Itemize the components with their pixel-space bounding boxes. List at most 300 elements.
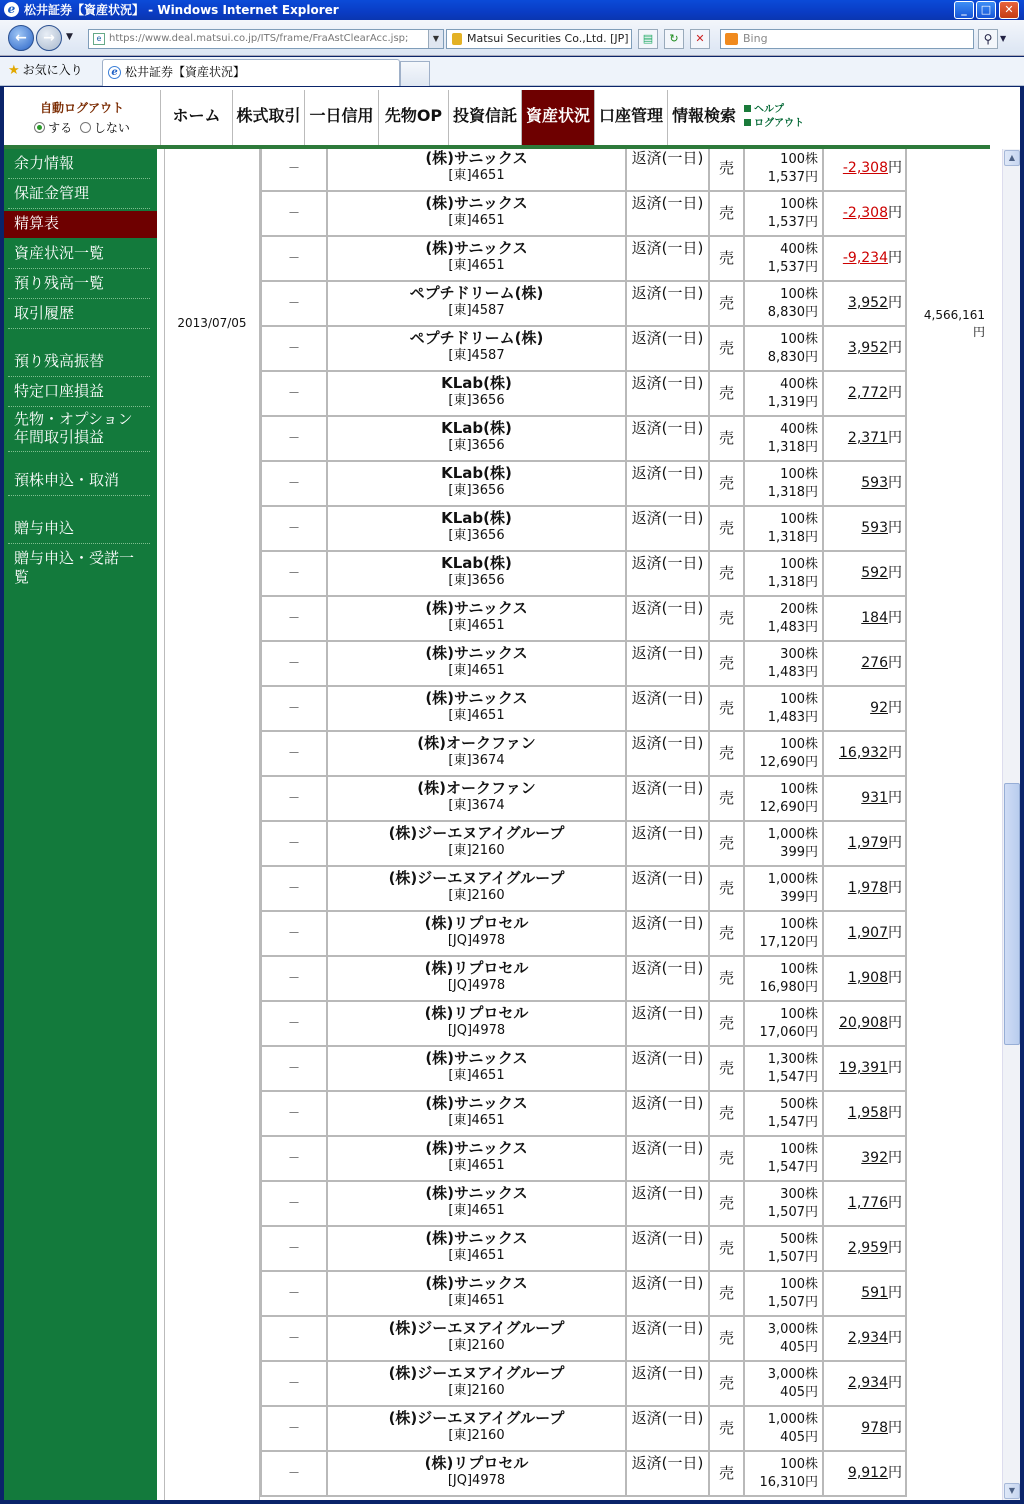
sidebar-item-remaining-power[interactable]: 余力情報 bbox=[8, 151, 150, 179]
yen-unit: 円 bbox=[888, 1105, 902, 1121]
security-code: [東]4651 bbox=[448, 663, 505, 678]
security-name: (株)オークファン bbox=[417, 779, 536, 797]
profit-loss-link[interactable]: 2,772 bbox=[847, 385, 888, 401]
search-dropdown-icon[interactable]: ▼ bbox=[1000, 34, 1007, 43]
table-row bbox=[260, 777, 907, 822]
security-name: KLab(株) bbox=[441, 509, 512, 527]
yen-unit: 円 bbox=[888, 205, 902, 221]
profit-loss-cell bbox=[824, 867, 907, 910]
security-name: (株)サニックス bbox=[425, 1094, 528, 1112]
security-cell bbox=[328, 192, 627, 235]
title-bar bbox=[0, 0, 1024, 20]
page-icon: e bbox=[93, 33, 105, 45]
table-row bbox=[260, 1227, 907, 1272]
security-cell bbox=[328, 372, 627, 415]
trade-side: 売 bbox=[710, 507, 745, 550]
balance-column bbox=[907, 149, 989, 1500]
qty-price-cell bbox=[745, 912, 824, 955]
price: 1,483円 bbox=[767, 710, 818, 725]
sidebar-item-gift-list[interactable]: 贈与申込・受諾一覧 bbox=[14, 549, 135, 586]
quantity: 3,000株 bbox=[767, 1367, 818, 1382]
price: 1,507円 bbox=[767, 1205, 818, 1220]
quantity: 1,000株 bbox=[767, 1412, 818, 1427]
security-name: (株)サニックス bbox=[425, 194, 528, 212]
settle-flag: － bbox=[260, 372, 328, 415]
yen-unit: 円 bbox=[888, 295, 902, 311]
settle-flag: － bbox=[260, 1182, 328, 1225]
yen-unit: 円 bbox=[888, 1060, 902, 1076]
security-cell bbox=[328, 777, 627, 820]
quantity: 400株 bbox=[780, 242, 818, 257]
table-row bbox=[260, 912, 907, 957]
qty-price-cell bbox=[745, 867, 824, 910]
security-cell bbox=[328, 1047, 627, 1090]
quantity: 100株 bbox=[780, 962, 818, 977]
settle-flag: － bbox=[260, 1002, 328, 1045]
quantity: 100株 bbox=[780, 197, 818, 212]
quantity: 100株 bbox=[780, 1007, 818, 1022]
profit-loss-link[interactable]: 1,776 bbox=[847, 1195, 888, 1211]
security-name: (株)ジーエヌアイグループ bbox=[388, 1409, 565, 1427]
yen-unit: 円 bbox=[888, 565, 902, 581]
price: 1,483円 bbox=[767, 665, 818, 680]
trade-side: 売 bbox=[710, 732, 745, 775]
sidebar-item-futures-annual-pl[interactable]: 先物・オプション年間取引損益 bbox=[8, 407, 150, 452]
history-dropdown-icon[interactable]: ▼ bbox=[66, 32, 73, 42]
trade-type: 返済(一日) bbox=[627, 417, 710, 460]
sidebar-item-asset-list[interactable]: 資産状況一覧 bbox=[8, 241, 150, 269]
security-report[interactable] bbox=[446, 29, 632, 49]
sidebar-item-margin-management[interactable]: 保証金管理 bbox=[8, 181, 150, 209]
address-bar[interactable] bbox=[88, 29, 444, 49]
search-icon[interactable]: ⚲ bbox=[978, 29, 998, 49]
security-cell bbox=[328, 1092, 627, 1135]
security-code: [東]2160 bbox=[448, 1383, 505, 1398]
profit-loss-link[interactable]: 9,912 bbox=[847, 1465, 888, 1481]
table-row bbox=[260, 327, 907, 372]
trade-side: 売 bbox=[710, 777, 745, 820]
yen-unit: 円 bbox=[888, 925, 902, 941]
new-tab-button[interactable] bbox=[400, 61, 430, 86]
qty-price-cell bbox=[745, 822, 824, 865]
table-row bbox=[260, 417, 907, 462]
security-name: (株)サニックス bbox=[425, 1049, 528, 1067]
security-code: [東]4651 bbox=[448, 1068, 505, 1083]
sidebar-item-balance-transfer[interactable]: 預り残高振替 bbox=[8, 349, 150, 377]
table-row bbox=[260, 867, 907, 912]
table-row bbox=[260, 1362, 907, 1407]
security-cell bbox=[328, 687, 627, 730]
security-cell bbox=[328, 1452, 627, 1495]
security-code: [東]2160 bbox=[448, 843, 505, 858]
price: 1,318円 bbox=[767, 440, 818, 455]
sidebar-item-balance-list[interactable]: 預り残高一覧 bbox=[8, 271, 150, 299]
qty-price-cell bbox=[745, 1362, 824, 1405]
yen-unit: 円 bbox=[888, 1285, 902, 1301]
yen-unit: 円 bbox=[888, 1375, 902, 1391]
trade-type: 返済(一日) bbox=[627, 822, 710, 865]
security-cell bbox=[328, 417, 627, 460]
profit-loss-cell bbox=[824, 1182, 907, 1225]
trade-side: 売 bbox=[710, 1317, 745, 1360]
profit-loss-cell bbox=[824, 417, 907, 460]
table-row bbox=[260, 1092, 907, 1137]
trade-type: 返済(一日) bbox=[627, 1092, 710, 1135]
profit-loss-cell bbox=[824, 1047, 907, 1090]
profit-loss-link[interactable]: 1,978 bbox=[847, 880, 888, 896]
trade-type: 返済(一日) bbox=[627, 1047, 710, 1090]
yen-unit: 円 bbox=[888, 970, 902, 986]
profit-loss-link[interactable]: 593 bbox=[861, 520, 888, 536]
address-host: https://www.deal.matsui.co.jp bbox=[109, 33, 258, 44]
settle-flag: － bbox=[260, 1047, 328, 1090]
profit-loss-link[interactable]: 593 bbox=[861, 475, 888, 491]
price: 1,547円 bbox=[767, 1160, 818, 1175]
profit-loss-cell bbox=[824, 912, 907, 955]
qty-price-cell bbox=[745, 1047, 824, 1090]
profit-loss-link[interactable]: 1,907 bbox=[847, 925, 888, 941]
security-cell bbox=[328, 282, 627, 325]
table-row bbox=[260, 282, 907, 327]
security-code: [東]3656 bbox=[448, 438, 505, 453]
table-row bbox=[260, 149, 907, 192]
sidebar-item-stock-deposit[interactable]: 預株申込・取消 bbox=[8, 468, 150, 496]
price: 1,507円 bbox=[767, 1295, 818, 1310]
table-row bbox=[260, 372, 907, 417]
trade-type: 返済(一日) bbox=[627, 957, 710, 1000]
trade-type: 返済(一日) bbox=[627, 642, 710, 685]
profit-loss-cell bbox=[824, 1002, 907, 1045]
trade-type: 返済(一日) bbox=[627, 507, 710, 550]
trade-side: 売 bbox=[710, 822, 745, 865]
trade-side: 売 bbox=[710, 1137, 745, 1180]
profit-loss-link[interactable]: 3,952 bbox=[847, 340, 888, 356]
yen-unit: 円 bbox=[888, 1150, 902, 1166]
yen-unit: 円 bbox=[888, 835, 902, 851]
minimize-button[interactable]: _ bbox=[954, 1, 974, 19]
price: 17,060円 bbox=[759, 1025, 818, 1040]
close-button[interactable]: ✕ bbox=[999, 1, 1019, 19]
yen-unit: 円 bbox=[888, 1240, 902, 1256]
table-row bbox=[260, 1137, 907, 1182]
settle-flag: － bbox=[260, 462, 328, 505]
trade-side: 売 bbox=[710, 417, 745, 460]
security-cell bbox=[328, 1227, 627, 1270]
table-row bbox=[260, 552, 907, 597]
security-code: [JQ]4978 bbox=[447, 1473, 506, 1488]
qty-price-cell bbox=[745, 1092, 824, 1135]
qty-price-cell bbox=[745, 462, 824, 505]
profit-loss-link[interactable]: 2,959 bbox=[847, 1240, 888, 1256]
price: 399円 bbox=[780, 845, 818, 860]
profit-loss-cell bbox=[824, 687, 907, 730]
scroll-thumb[interactable] bbox=[1004, 783, 1020, 1045]
profit-loss-link[interactable]: 1,908 bbox=[847, 970, 888, 986]
trade-side: 売 bbox=[710, 149, 745, 190]
trade-type: 返済(一日) bbox=[627, 1452, 710, 1495]
profit-loss-link[interactable]: 92 bbox=[870, 700, 888, 716]
sidebar-item-gift-application[interactable]: 贈与申込 bbox=[8, 516, 150, 544]
settle-flag: － bbox=[260, 912, 328, 955]
tab-title: 松井証券【資産状況】 bbox=[125, 65, 246, 79]
trade-side: 売 bbox=[710, 282, 745, 325]
trade-side: 売 bbox=[710, 957, 745, 1000]
favorites-button[interactable] bbox=[8, 61, 83, 80]
price: 1,483円 bbox=[767, 620, 818, 635]
quantity: 100株 bbox=[780, 737, 818, 752]
menu-day-margin[interactable]: 一日信用 bbox=[304, 90, 378, 145]
profit-loss-link[interactable]: 2,371 bbox=[847, 430, 888, 446]
profit-loss-link[interactable]: 20,908 bbox=[839, 1015, 888, 1031]
profit-loss-link[interactable]: 2,934 bbox=[847, 1375, 888, 1391]
yen-unit: 円 bbox=[888, 1015, 902, 1031]
settle-flag: － bbox=[260, 282, 328, 325]
price: 1,547円 bbox=[767, 1070, 818, 1085]
profit-loss-cell bbox=[824, 552, 907, 595]
security-cell bbox=[328, 732, 627, 775]
trade-type: 返済(一日) bbox=[627, 597, 710, 640]
price: 405円 bbox=[780, 1340, 818, 1355]
navigation-bar bbox=[0, 20, 1024, 56]
qty-price-cell bbox=[745, 732, 824, 775]
settle-flag: － bbox=[260, 642, 328, 685]
price: 16,310円 bbox=[759, 1475, 818, 1490]
yen-unit: 円 bbox=[888, 520, 902, 536]
qty-price-cell bbox=[745, 372, 824, 415]
table-row bbox=[260, 822, 907, 867]
menu-futures-options[interactable]: 先物OP bbox=[378, 90, 448, 145]
security-name: (株)ジーエヌアイグループ bbox=[388, 1319, 565, 1337]
profit-loss-link[interactable]: 19,391 bbox=[839, 1060, 888, 1076]
profit-loss-link[interactable]: 1,979 bbox=[847, 835, 888, 851]
security-cell bbox=[328, 867, 627, 910]
security-name: (株)リプロセル bbox=[424, 1004, 529, 1022]
help-link[interactable] bbox=[744, 103, 804, 117]
table-row bbox=[260, 1182, 907, 1227]
price: 17,120円 bbox=[759, 935, 818, 950]
menu-account-management[interactable]: 口座管理 bbox=[594, 90, 667, 145]
trade-side: 売 bbox=[710, 687, 745, 730]
security-name: ペプチドリーム(株) bbox=[409, 329, 544, 347]
profit-loss-link[interactable]: 3,952 bbox=[847, 295, 888, 311]
profit-loss-cell bbox=[824, 597, 907, 640]
quantity: 100株 bbox=[780, 692, 818, 707]
security-code: [東]4587 bbox=[448, 303, 505, 318]
price: 1,318円 bbox=[767, 530, 818, 545]
yen-unit: 円 bbox=[888, 1330, 902, 1346]
trade-type: 返済(一日) bbox=[627, 687, 710, 730]
settle-flag: － bbox=[260, 732, 328, 775]
profit-loss-link[interactable]: 184 bbox=[861, 610, 888, 626]
profit-loss-link[interactable]: -2,308 bbox=[842, 205, 888, 221]
security-cell bbox=[328, 1407, 627, 1450]
quantity: 3,000株 bbox=[767, 1322, 818, 1337]
trade-type: 返済(一日) bbox=[627, 1272, 710, 1315]
trade-side: 売 bbox=[710, 552, 745, 595]
security-code: [東]2160 bbox=[448, 1428, 505, 1443]
profit-loss-link[interactable]: 591 bbox=[861, 1285, 888, 1301]
scroll-down-icon[interactable]: ▼ bbox=[1004, 1483, 1020, 1499]
security-name: (株)リプロセル bbox=[424, 959, 529, 977]
trade-side: 売 bbox=[710, 1002, 745, 1045]
settle-flag: － bbox=[260, 149, 328, 190]
security-name: (株)サニックス bbox=[425, 599, 528, 617]
menu-asset-status[interactable]: 資産状況 bbox=[521, 90, 594, 145]
security-cell bbox=[328, 507, 627, 550]
price: 399円 bbox=[780, 890, 818, 905]
qty-price-cell bbox=[745, 777, 824, 820]
price: 1,319円 bbox=[767, 395, 818, 410]
help-links bbox=[744, 103, 804, 131]
favorites-bar bbox=[0, 57, 1024, 86]
menu-investment-trust[interactable]: 投資信託 bbox=[448, 90, 521, 145]
sidebar-item-specific-account-pl[interactable]: 特定口座損益 bbox=[8, 379, 150, 407]
table-row bbox=[260, 1047, 907, 1092]
profit-loss-link[interactable]: 16,932 bbox=[839, 745, 888, 761]
trade-side: 売 bbox=[710, 1362, 745, 1405]
quantity: 500株 bbox=[780, 1097, 818, 1112]
trade-side: 売 bbox=[710, 462, 745, 505]
security-cell bbox=[328, 237, 627, 280]
trade-type: 返済(一日) bbox=[627, 462, 710, 505]
compatibility-view-icon[interactable]: ▤ bbox=[638, 29, 658, 49]
cert-label: Matsui Securities Co.,Ltd. [JP] bbox=[467, 32, 629, 45]
auto-logout-no-label: しない bbox=[93, 121, 130, 135]
profit-loss-cell bbox=[824, 462, 907, 505]
search-placeholder: Bing bbox=[743, 32, 768, 45]
trade-side: 売 bbox=[710, 597, 745, 640]
trade-side: 売 bbox=[710, 642, 745, 685]
qty-price-cell bbox=[745, 192, 824, 235]
vertical-scrollbar[interactable] bbox=[1002, 149, 1020, 1500]
menu-home[interactable]: ホーム bbox=[160, 90, 232, 145]
trade-side: 売 bbox=[710, 1272, 745, 1315]
security-cell bbox=[328, 1362, 627, 1405]
trade-type: 返済(一日) bbox=[627, 327, 710, 370]
trade-type: 返済(一日) bbox=[627, 912, 710, 955]
security-code: [東]3656 bbox=[448, 573, 505, 588]
security-name: (株)サニックス bbox=[425, 644, 528, 662]
profit-loss-cell bbox=[824, 1092, 907, 1135]
back-button[interactable]: ← bbox=[8, 25, 34, 51]
table-row bbox=[260, 687, 907, 732]
price: 1,537円 bbox=[767, 170, 818, 185]
help-label: ヘルプ bbox=[754, 104, 784, 115]
yen-unit: 円 bbox=[888, 1465, 902, 1481]
price: 16,980円 bbox=[759, 980, 818, 995]
trade-type: 返済(一日) bbox=[627, 192, 710, 235]
security-code: [東]3674 bbox=[448, 798, 505, 813]
security-code: [東]4651 bbox=[448, 1158, 505, 1173]
trade-type: 返済(一日) bbox=[627, 867, 710, 910]
settle-flag: － bbox=[260, 867, 328, 910]
trade-side: 売 bbox=[710, 237, 745, 280]
profit-loss-link[interactable]: 978 bbox=[861, 1420, 888, 1436]
security-code: [東]3656 bbox=[448, 483, 505, 498]
security-cell bbox=[328, 642, 627, 685]
profit-loss-cell bbox=[824, 149, 907, 190]
profit-loss-link[interactable]: -9,234 bbox=[842, 250, 888, 266]
settlement-table bbox=[157, 149, 990, 1500]
auto-logout-no-radio[interactable] bbox=[80, 122, 91, 133]
profit-loss-link[interactable]: 392 bbox=[861, 1150, 888, 1166]
settle-flag: － bbox=[260, 552, 328, 595]
yen-unit: 円 bbox=[888, 700, 902, 716]
qty-price-cell bbox=[745, 417, 824, 460]
settle-flag: － bbox=[260, 192, 328, 235]
stop-icon[interactable]: ✕ bbox=[690, 29, 710, 49]
yen-unit: 円 bbox=[888, 1195, 902, 1211]
trade-type: 返済(一日) bbox=[627, 372, 710, 415]
sidebar-item-trade-history[interactable]: 取引履歴 bbox=[8, 301, 150, 329]
yen-unit: 円 bbox=[888, 745, 902, 761]
price: 1,318円 bbox=[767, 575, 818, 590]
security-code: [東]4651 bbox=[448, 1203, 505, 1218]
security-cell bbox=[328, 912, 627, 955]
price: 12,690円 bbox=[759, 755, 818, 770]
table-row bbox=[260, 732, 907, 777]
logout-link[interactable] bbox=[744, 117, 804, 131]
security-code: [東]4651 bbox=[448, 708, 505, 723]
security-cell bbox=[328, 957, 627, 1000]
trade-type: 返済(一日) bbox=[627, 1137, 710, 1180]
auto-logout-yes-radio[interactable] bbox=[34, 122, 45, 133]
security-name: (株)サニックス bbox=[425, 239, 528, 257]
trade-side: 売 bbox=[710, 192, 745, 235]
profit-loss-link[interactable]: 1,958 bbox=[847, 1105, 888, 1121]
menu-information-search[interactable]: 情報検索 bbox=[667, 90, 740, 145]
table-row bbox=[260, 192, 907, 237]
settle-flag: － bbox=[260, 1407, 328, 1450]
maximize-button[interactable]: □ bbox=[976, 1, 996, 19]
balance-value: 4,566,161円 bbox=[923, 308, 985, 339]
sidebar-item-settlement[interactable]: 精算表 bbox=[4, 211, 157, 238]
security-name: KLab(株) bbox=[441, 419, 512, 437]
security-name: (株)サニックス bbox=[425, 1184, 528, 1202]
profit-loss-link[interactable]: 592 bbox=[861, 565, 888, 581]
trade-type: 返済(一日) bbox=[627, 552, 710, 595]
security-name: (株)サニックス bbox=[425, 689, 528, 707]
settle-flag: － bbox=[260, 687, 328, 730]
browser-tab[interactable] bbox=[102, 59, 400, 86]
table-row bbox=[260, 1272, 907, 1317]
trade-side: 売 bbox=[710, 1227, 745, 1270]
profit-loss-cell bbox=[824, 1407, 907, 1450]
profit-loss-link[interactable]: -2,308 bbox=[842, 160, 888, 176]
refresh-icon[interactable]: ↻ bbox=[664, 29, 684, 49]
profit-loss-link[interactable]: 276 bbox=[861, 655, 888, 671]
price: 1,547円 bbox=[767, 1115, 818, 1130]
quantity: 100株 bbox=[780, 1457, 818, 1472]
trade-side: 売 bbox=[710, 372, 745, 415]
yen-unit: 円 bbox=[888, 655, 902, 671]
address-dropdown-icon[interactable]: ▼ bbox=[428, 30, 443, 48]
address-path: /ITS/frame/FraAstClearAcc.jsp; bbox=[257, 33, 409, 44]
security-code: [東]4587 bbox=[448, 348, 505, 363]
forward-button[interactable]: → bbox=[36, 25, 62, 51]
quantity: 400株 bbox=[780, 377, 818, 392]
profit-loss-cell bbox=[824, 1452, 907, 1495]
quantity: 100株 bbox=[780, 287, 818, 302]
menu-stock-trading[interactable]: 株式取引 bbox=[232, 90, 304, 145]
profit-loss-link[interactable]: 2,934 bbox=[847, 1330, 888, 1346]
search-input[interactable] bbox=[720, 29, 974, 49]
scroll-up-icon[interactable]: ▲ bbox=[1004, 150, 1020, 166]
qty-price-cell bbox=[745, 642, 824, 685]
table-row bbox=[260, 1407, 907, 1452]
quantity: 100株 bbox=[780, 467, 818, 482]
profit-loss-link[interactable]: 931 bbox=[861, 790, 888, 806]
